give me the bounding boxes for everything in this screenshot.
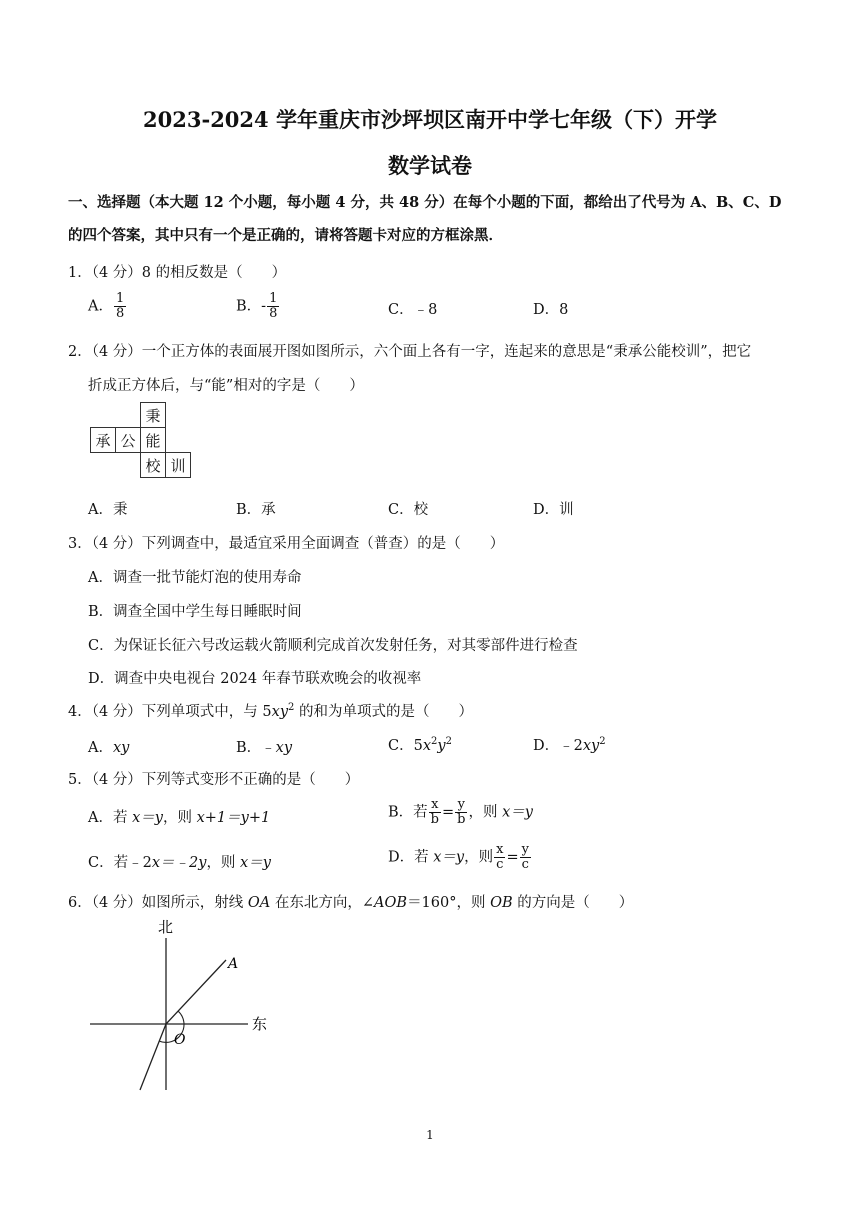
q5-a-cond: x＝y [132, 810, 163, 826]
q4-stem [68, 700, 473, 721]
q1-a-label: A． [88, 298, 113, 315]
q4-d-exp: 2 [599, 736, 606, 748]
q5-d-frac1 [494, 843, 505, 872]
q4-a-label: A． [88, 740, 113, 756]
q5-b-n2: y [455, 798, 467, 813]
point-o-label: O [174, 1032, 186, 1048]
q5-b-eq: = [441, 804, 455, 821]
q2-option-d[interactable]: D．训 [533, 502, 574, 518]
q1-b-sign: - [261, 298, 267, 315]
q3-stem: 3．（4 分）下列调查中，最适宜采用全面调查（普查）的是（ ） [68, 536, 505, 552]
q5-b-frac1 [429, 798, 441, 827]
q4-option-b[interactable] [236, 736, 292, 757]
net-face-4: 能 [141, 428, 166, 453]
q4-c-y-exp: 2 [445, 736, 452, 748]
q5-c-cond: x＝﹣2y [151, 855, 207, 871]
q5-a-pre: A．若 [88, 810, 133, 826]
q5-a-mid: ，则 [162, 810, 197, 826]
exam-title-line1: 2023-2024 学年重庆市沙坪坝区南开中学七年级（下）开学 [143, 107, 717, 132]
net-face-3: 公 [116, 428, 141, 453]
q5-c-res: x＝y [240, 855, 271, 871]
q5-d-mid: ，则 [464, 849, 494, 866]
q2-stem-line1: 2．（4 分）一个正方体的表面展开图如图所示，六个面上各有一字，连起来的意思是“秉承公能校训”，把它 [68, 344, 752, 360]
direction-diagram [80, 910, 290, 1100]
q4-stem-var: xy [271, 704, 289, 720]
q4-c-x: x [422, 738, 432, 754]
q5-c-pre: C．若﹣2 [88, 855, 152, 871]
q1-b-num: 1 [269, 291, 278, 306]
net-face-6: 训 [166, 453, 191, 478]
north-label: 北 [158, 918, 174, 936]
q4-d-var: xy [582, 738, 600, 754]
q6-aob: AOB [374, 895, 408, 911]
q1-b-label: B． [236, 298, 262, 315]
q5-stem: 5．（4 分）下列等式变形不正确的是（ ） [68, 772, 360, 788]
q1-a-num: 1 [115, 291, 125, 306]
q5-d-eq: = [506, 849, 519, 866]
q4-option-d[interactable] [533, 734, 606, 755]
q5-b-pre: B．若 [388, 804, 428, 821]
net-face-1: 秉 [141, 403, 166, 428]
q2-option-c[interactable]: C．校 [388, 502, 429, 518]
q5-option-b[interactable] [388, 798, 533, 827]
q5-d-frac2 [520, 843, 531, 872]
q5-b-res: x＝y [502, 804, 533, 821]
point-a-label: A [228, 956, 239, 972]
q5-a-res: x+1＝y+1 [196, 810, 271, 826]
q5-b-n1: x [429, 798, 441, 813]
q5-b-mid: ，则 [468, 804, 503, 821]
east-label: 东 [252, 1015, 268, 1033]
q1-a-fraction [114, 292, 126, 321]
q1-option-d[interactable]: D．8 [533, 302, 569, 318]
q1-a-den: 8 [115, 306, 125, 321]
q1-option-a[interactable] [88, 292, 127, 321]
q3-option-a[interactable]: A．调查一批节能灯泡的使用寿命 [88, 570, 302, 586]
q6-stem-pre: 6．（4 分）如图所示，射线 [68, 895, 248, 911]
q1-option-c[interactable]: C．﹣8 [388, 302, 438, 318]
net-face-2: 承 [91, 428, 116, 453]
net-face-5: 校 [141, 453, 166, 478]
q1-b-fraction [267, 292, 279, 321]
q2-option-a[interactable]: A．秉 [88, 502, 128, 518]
q6-ob: OB [490, 895, 513, 911]
q4-b-label: B．﹣ [236, 740, 276, 756]
q2-stem-line2: 折成正方体后，与“能”相对的字是（ ） [88, 378, 364, 394]
q5-d-d2: c [521, 857, 529, 872]
q6-oa: OA [247, 895, 271, 911]
q6-stem-post: 的方向是（ ） [512, 895, 634, 911]
q5-option-c[interactable] [88, 851, 271, 872]
section1-instructions: 一、选择题（本大题 12 个小题，每小题 4 分，共 48 分）在每个小题的下面，都给出了代号为 A、B、C、D 的四个答案，其中只有一个是正确的，请将答题卡对应的方框涂黑． [68, 194, 782, 244]
q4-option-c[interactable] [388, 734, 452, 755]
q4-stem-pre: 4．（4 分）下列单项式中，与 5 [68, 704, 272, 720]
q4-d-label: D．﹣2 [533, 738, 583, 754]
q4-c-label: C．5 [388, 738, 423, 754]
q5-c-mid: ，则 [206, 855, 241, 871]
q5-d-n2: y [521, 842, 529, 857]
page-number: 1 [426, 1128, 434, 1142]
q5-b-d2: b [457, 812, 466, 827]
q3-option-b[interactable]: B．调查全国中学生每日睡眠时间 [88, 604, 302, 620]
q3-option-c[interactable]: C．为保证长征六号改运载火箭顺利完成首次发射任务，对其零部件进行检查 [88, 638, 578, 654]
q6-stem-mid: 在东北方向，∠ [270, 895, 375, 911]
q4-stem-post: 的和为单项式的是（ ） [294, 704, 474, 720]
q6-stem [68, 891, 633, 912]
q4-c-y: y [437, 738, 446, 754]
q1-b-den: 8 [269, 306, 278, 321]
ray-oa [166, 960, 226, 1024]
q5-b-d1: b [430, 812, 439, 827]
q5-b-frac2 [455, 798, 467, 827]
q4-option-a[interactable] [88, 736, 129, 757]
q5-d-pre: D．若 [388, 849, 434, 866]
q4-c-x-exp: 2 [431, 736, 438, 748]
q1-stem: 1．（4 分）8 的相反数是（ ） [68, 265, 287, 281]
q4-stem-exp: 2 [288, 702, 295, 714]
q5-d-d1: c [496, 857, 504, 872]
q6-stem-mid2: ＝160°，则 [407, 895, 491, 911]
exam-title-line2: 数学试卷 [388, 153, 472, 178]
q5-d-cond: x＝y [433, 849, 465, 866]
q5-option-a[interactable] [88, 806, 270, 827]
q4-a-expr: xy [112, 740, 130, 756]
q1-option-b[interactable] [236, 292, 280, 321]
q5-d-n1: x [496, 842, 504, 857]
cube-net-figure [90, 402, 191, 478]
q3-option-d[interactable]: D．调查中央电视台 2024 年春节联欢晚会的收视率 [88, 671, 422, 687]
q2-option-b[interactable]: B．承 [236, 502, 276, 518]
q4-b-expr: xy [275, 740, 293, 756]
q5-option-d[interactable] [388, 843, 532, 872]
ray-ob [140, 1024, 166, 1090]
